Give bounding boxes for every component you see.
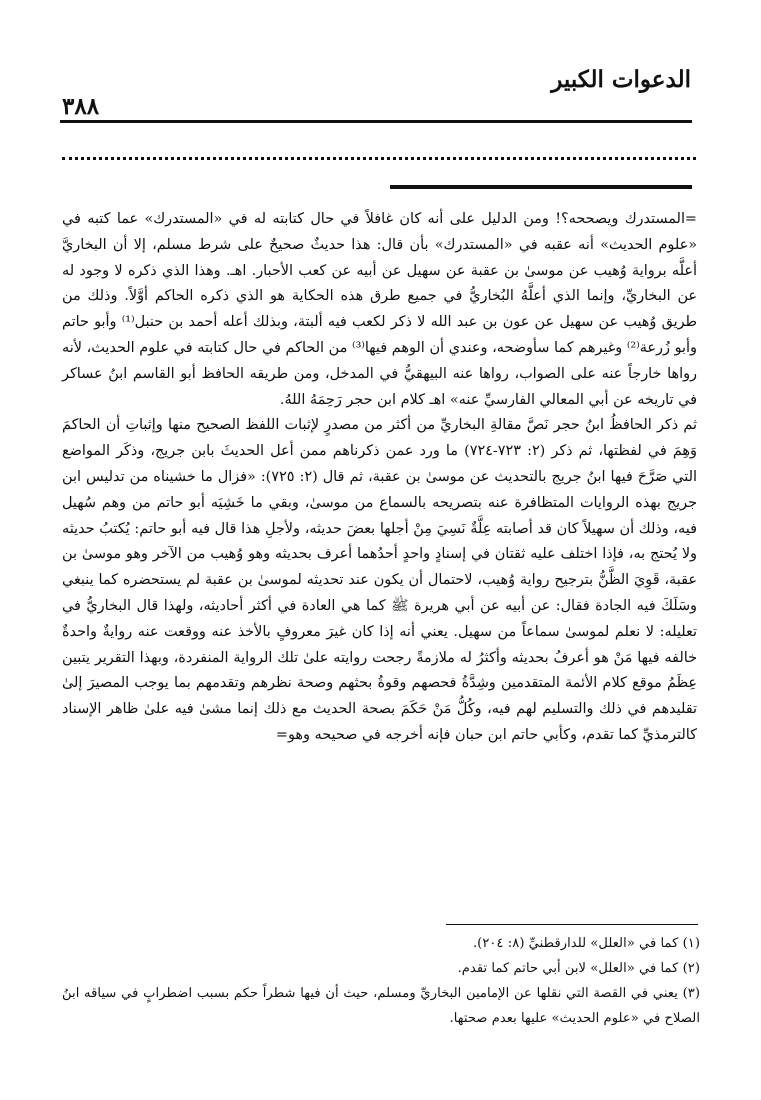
footnote-3: (٣) يعني في القصة التي نقلها عن الإمامين البخاريِّ ومسلم، حيث أن فيها شطراً حكم بسبب اضطرابٍ في سياقه ابنُ الصلاح في «علوم الحديث» عليها بعدم صحتها. bbox=[62, 986, 700, 1026]
body-paragraph: =المستدرك ويصححه؟! ومن الدليل على أنه كان غافلاً في حال كتابته له في «المستدرك» عما كتبه في «علوم الحديث» أنه عقبه في «المستدرك» بأن قال: هذا حديثٌ صحيحٌ على شرط مسلم، إلا أن البخاريَّ أعلَّه برواية وُهيب عن موسىٰ بن عقبة عن سهيل عن أبيه عن كعب الأحبار. اهـ. وهذا الذي ذكره لا وجود له عن البخاريِّ، وإنما الذي أعلَّهُ البُخاريُّ في جميع طرق هذه الحكاية هو الذي ذكره الحاكم أوَّلاً. وذلك من طريق وُهيب عن سهيل عن عون بن عبد الله لا ذكر لكعب فيه ألبتة، وبذلك أعله أحمد بن حنبل⁽¹⁾ وأبو حاتم وأبو زُرعة⁽²⁾ وغيرهم كما سأوضحه، وعندي أن الوهم فيها⁽³⁾ من الحاكم في حال كتابته في علوم الحديث، لأنه رواها خارجاً عنه على الصواب، رواها عنه البيهقيُّ في المدخل، ومن طريقه الحافظ أبو القاسم ابنُ عساكر في تاريخه عن أبي المعالي الفارسيِّ عنه» اهـ كلام ابن حجر رَحِمَهُ اللهُ. bbox=[62, 211, 697, 408]
dotted-separator bbox=[62, 157, 696, 160]
body-text bbox=[62, 207, 697, 749]
body-paragraph: ثم ذكر الحافظُ ابنُ حجر نَصَّ مقالةِ البخاريِّ من أكثر من مصدرٍ لإثبات اللفظ الصحيح منها وإثباتِ أن الحاكمَ وَهِمَ في لفظتها، ثم ذكر (٢: ٧٢٣-٧٢٤) ما ورد عمن ذكرناهم ممن أعل الحديثَ بابن جريج، وذكَر المواضع التي صَرَّحَ فيها ابنُ جريج بالتحديث عن موسىٰ بن عقبة، ثم قال (٢: ٧٢٥): «فزال ما خشيناه من تدليس ابن جريج بهذه الروايات المتظافرة عنه بتصريحه بالسماع من موسىٰ، وبقي ما خَشِيَه أبو حاتم من وهم سُهيل فيه، وذلك أن سهيلاً كان قد أصابته عِلَّةٌ نَسِيَ مِنْ أجلها بعضَ حديثه، ولأجلِ هذا قال فيه أبو حاتم: يُكتبُ حديثه ولا يُحتج به، فإذا اختلف عليه ثقتان في إسنادٍ واحدٍ أحدُهما أعرف بحديثه وهو وُهيب من الآخر وهو موسىٰ بن عقبة، قَوِيَ الظَّنُّ بترجيح رواية وُهيب، لاحتمال أن يكون عند تحديثه لموسىٰ بن عقبة لم يستحضره كما ينبغي وسَلَكَ فيه الجادة فقال: عن أبيه عن أبي هريرة ﷺ كما هي العادة في أكثر أحاديثه، ولهذا قال البخاريُّ في تعليله: لا نعلم لموسىٰ سماعاً من سهيل. يعني أنه إذا كان غيرَ معروفٍ بالأخذ عنه ووقعت عنه روايةٌ واحدةٌ خالفه فيها مَنْ هو أعرفُ بحديثه وأكثرُ له ملازمةً رجحت روايته علىٰ تلك الرواية المنفردة، وبهذا التقرير يتبين عِظَمُ موقع كلام الأئمة المتقدمين وشِدَّةُ فحصهم وقوةُ بحثهم وصحة نظرهم وتقدمهم بما يوجب المصيرَ إلىٰ تقليدهم في ذلك والتسليم لهم فيه، وكُلُّ مَنْ حَكَمَ بصحة الحديث مع ذلك إنما مشىٰ فيه علىٰ ظاهر الإسناد كالترمذيِّ كما تقدم، وكأبي حاتم ابن حبان فإنه أخرجه في صحيحه وهو= bbox=[62, 417, 697, 743]
footnote-1: (١) كما في «العلل» للدارقطنيِّ (٨: ٢٠٤). bbox=[472, 936, 700, 951]
footnote-2: (٢) كما في «العلل» لابن أبي حاتم كما تقدم. bbox=[457, 961, 700, 976]
header-rule bbox=[60, 120, 692, 123]
section-bar bbox=[390, 185, 692, 189]
footnotes bbox=[62, 931, 700, 1031]
page-number: ٣٨٨ bbox=[62, 93, 100, 120]
footnote-divider bbox=[446, 924, 698, 925]
running-title: الدعوات الكبير bbox=[551, 66, 691, 93]
